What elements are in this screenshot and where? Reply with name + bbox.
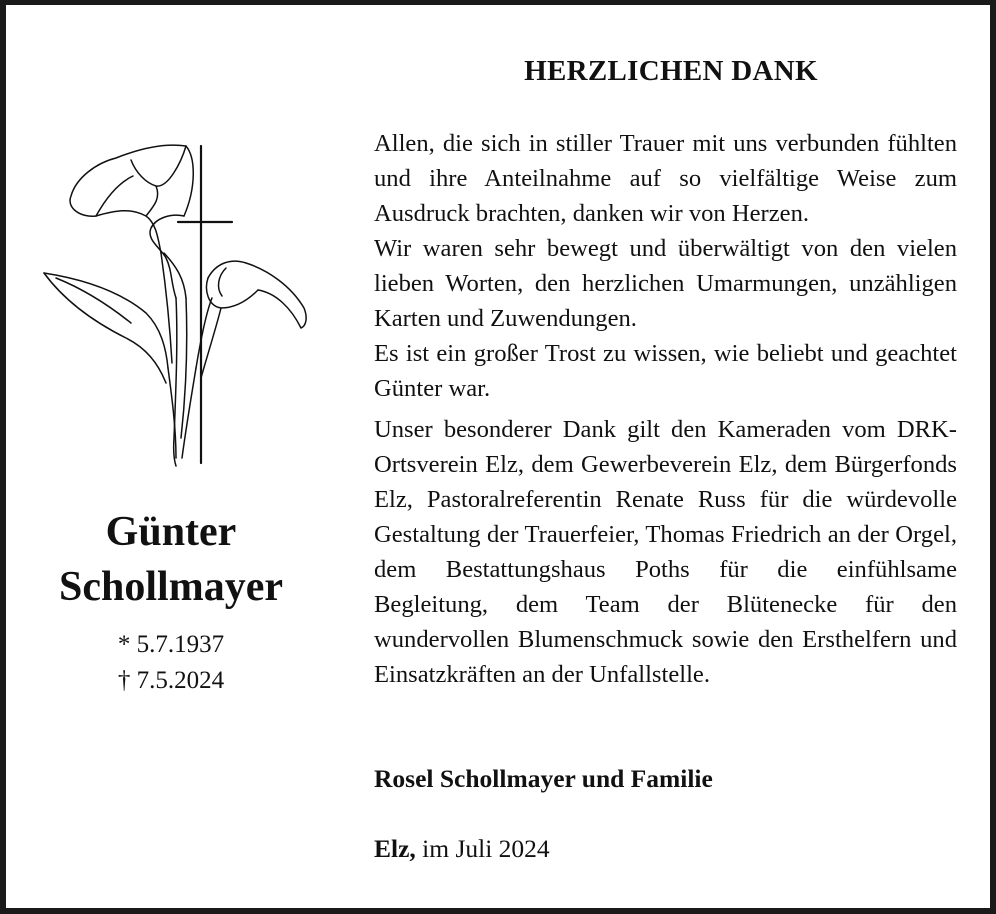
date: im Juli 2024	[422, 834, 550, 863]
death-date: † 7.5.2024	[117, 667, 225, 694]
deceased-last-name: Schollmayer	[59, 564, 283, 610]
place: Elz,	[374, 834, 416, 863]
deceased-name	[16, 505, 326, 615]
paragraph: Allen, die sich in stiller Trauer mit uns verbunden fühlten und ihre Anteilnahme auf so vielfältige Weise zum Ausdruck brachten, danken wir von Herzen.	[374, 130, 957, 227]
signature: Rosel Schollmayer und Familie	[374, 764, 713, 793]
paragraph: Unser besonderer Dank gilt den Kameraden vom DRK-Ortsverein Elz, dem Gewerbeverein Elz, dem Bürgerfonds Elz, Pastoralreferentin Renate Russ für die würdevolle Gestaltung der Trauerfeier, Thomas Friedrich an der Orgel, dem Bestattungshaus Poths für die einfühlsame Begleitung, dem Team der Blütenecke für den wundervollen Blumenschmuck sowie den Ersthelfern und Einsatzkräften an der Unfallstelle.	[374, 416, 957, 688]
place-date-line	[374, 834, 550, 864]
birth-date: * 5.7.1937	[117, 631, 225, 658]
deceased-first-name: Günter	[105, 509, 237, 555]
paragraph: Wir waren sehr bewegt und überwältigt von den vielen lieben Worten, den herzlichen Umarmungen, unzähligen Karten und Zuwendungen.	[374, 235, 957, 332]
obituary-notice	[6, 5, 990, 908]
page-title: HERZLICHEN DANK	[524, 55, 818, 87]
thank-you-text	[374, 126, 957, 692]
calla-lily-cross-icon	[36, 138, 316, 473]
life-dates	[16, 627, 326, 699]
paragraph: Es ist ein großer Trost zu wissen, wie beliebt und geachtet Günter war.	[374, 340, 957, 402]
